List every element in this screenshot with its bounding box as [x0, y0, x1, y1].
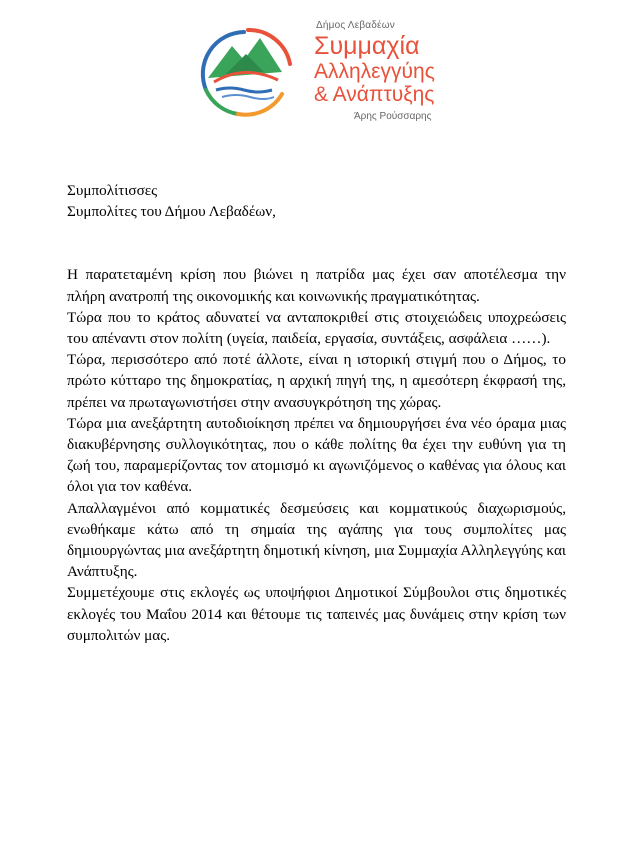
paragraph: Συμμετέχουμε στις εκλογές ως υποψήφιοι Δημοτικοί Σύμβουλοι στις δημοτικές εκλογές του Μαΐου 2014 και θέτουμε τις ταπεινές μας δυνάμεις στην κρίση των συμπολιτών μας. — [67, 584, 566, 644]
paragraph: Απαλλαγμένοι από κομματικές δεσμεύσεις και κομματικούς διαχωρισμούς, ενωθήκαμε κάτω από τη σημαία της αγάπης για τους συμπολίτες μας δημιουργώντας μια ανεξάρτητη δημοτική κίνηση, μια Συμμαχία Αλληλεγγύης και Ανάπτυξης. — [67, 499, 566, 581]
paragraph: Τώρα που το κράτος αδυνατεί να ανταποκριθεί στις στοιχειώδεις υποχρεώσεις του απέναντι στον πολίτη (υγεία, παιδεία, εργασία, συντάξεις, ασφάλεια ……). — [67, 308, 566, 348]
logo-leader-name: Άρης Ρούσσαρης — [354, 111, 432, 122]
paragraph: Τώρα, περισσότερο από ποτέ άλλοτε, είναι η ιστορική στιγμή που ο Δήμος, το πρώτο κύτταρο της δημοκρατίας, η αρχική πηγή της, η αμεσότερη έκφρασή της, πρέπει να πρωταγωνιστήσει στην ανασυγκρότηση της χώρας. — [67, 351, 566, 411]
paragraph: Η παρατεταμένη κρίση που βιώνει η πατρίδα μας έχει σαν αποτέλεσμα την πλήρη ανατροπή της οικονομικής και κοινωνικής πραγματικότητας. — [67, 266, 566, 305]
greeting-line-1: Συμπολίτισσες — [67, 182, 158, 199]
logo-title-line3: & Ανάπτυξης — [314, 83, 435, 106]
paragraph: Τώρα μια ανεξάρτητη αυτοδιοίκηση πρέπει να δημιουργήσει ένα νέο όραμα μιας διακυβέρνησης συλλογικότητας, που ο κάθε πολίτης θα έχει την ευθύνη για τη ζωή του, παραμερίζοντας τον ατομισμό κι αγωνιζόμενος ο καθένας για όλους και όλοι για τον καθένα. — [67, 414, 566, 496]
blank-line — [67, 243, 566, 264]
logo-municipality: Δήμος Λεβαδέων — [316, 20, 395, 31]
letter-body — [67, 180, 566, 646]
logo-title-line1: Συμμαχία — [314, 32, 420, 60]
party-logo — [186, 20, 486, 130]
blank-line — [67, 222, 566, 243]
logo-emblem-icon — [186, 20, 316, 120]
greeting-line-2: Συμπολίτες του Δήμου Λεβαδέων, — [67, 203, 276, 221]
logo-title-line2: Αλληλεγγύης — [314, 60, 435, 83]
